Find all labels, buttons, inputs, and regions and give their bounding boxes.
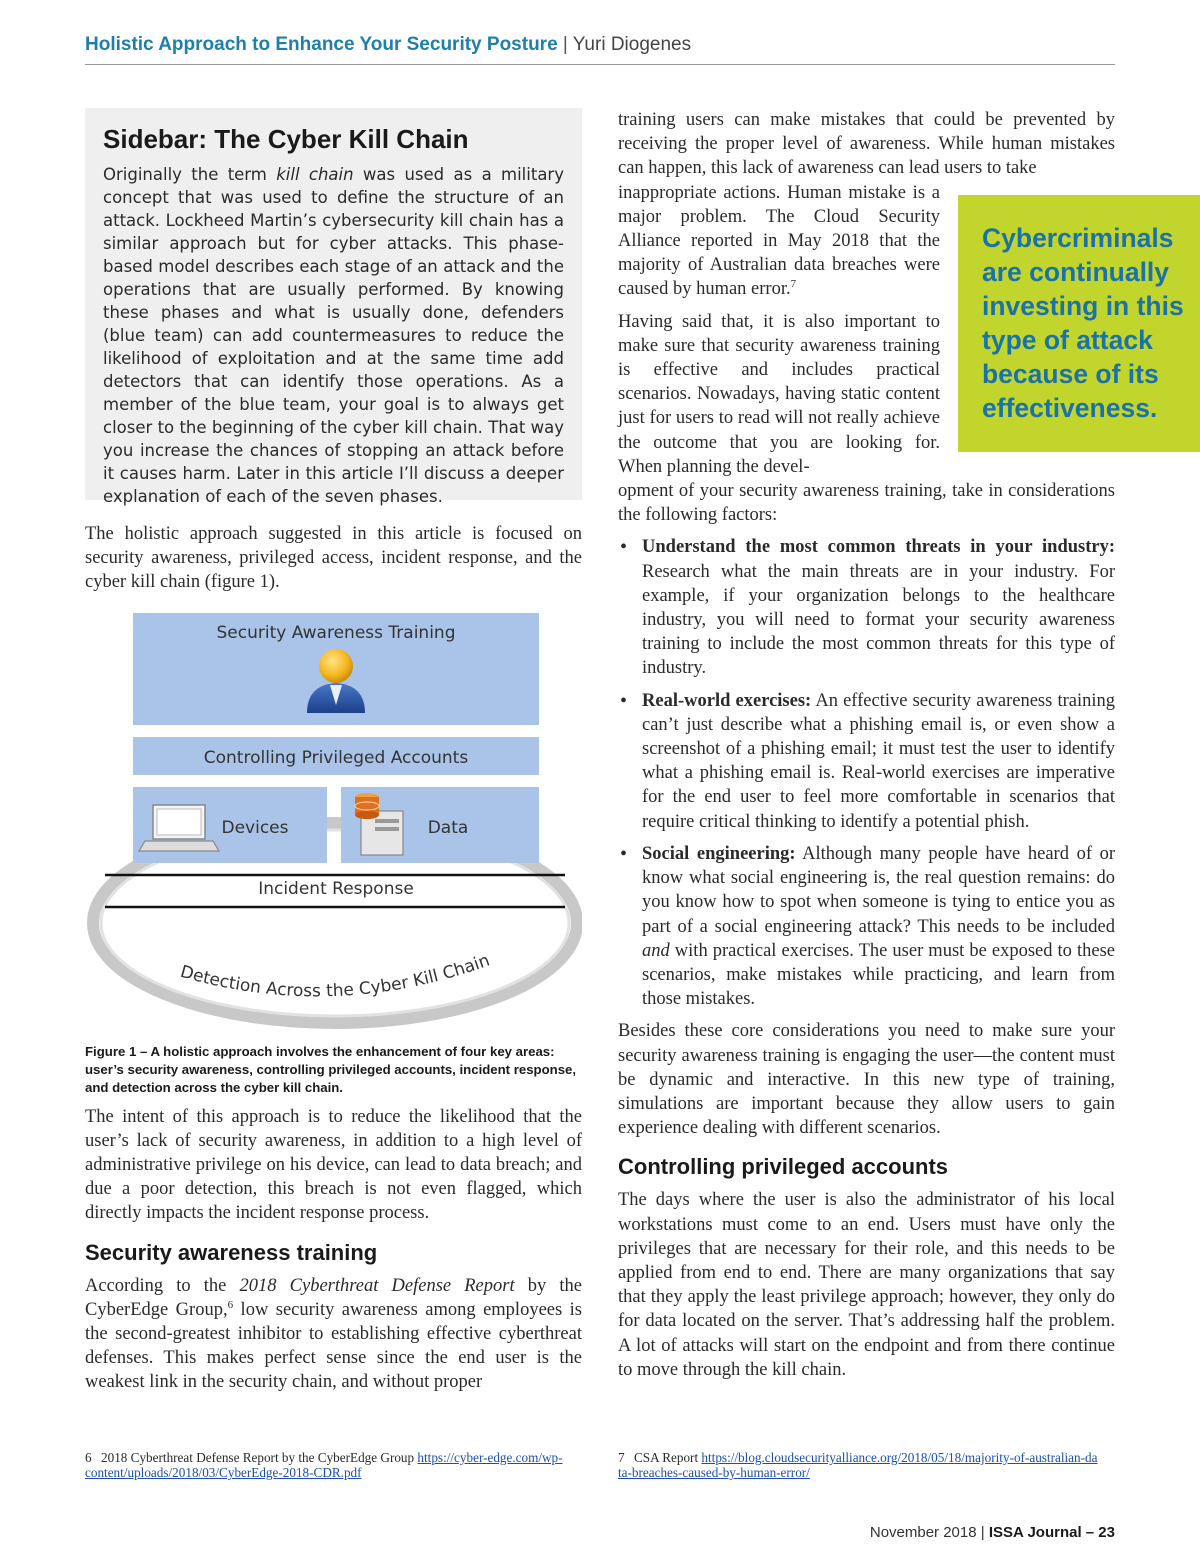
sidebar-title: Sidebar: The Cyber Kill Chain <box>103 124 469 154</box>
list-item: • Understand the most common threats in your industry: Research what the main threats are in your industry. For example, if your organization belongs to the healthcare industry, you will need to format your security awareness training to include the most common threats for this type of industry. <box>618 535 1115 680</box>
page-footer <box>870 1524 1115 1541</box>
footnote-ref-6: 6 <box>227 1298 234 1311</box>
pull-quote <box>958 195 1200 452</box>
footnote-6: 6 2018 Cyberthreat Defense Report by the CyberEdge Group https://cyber-edge.com/wp-content/uploads/2018/03/CyberEdge-2018-CDR.pdf <box>85 1450 563 1480</box>
factors-list <box>618 535 1115 1011</box>
paragraph-besides: Besides these core considerations you need to make sure your security awareness training is engaging the user—the content must be dynamic and interactive. In this new type of training, simulations are important because they allow users to gain experience dealing with different scenarios. <box>618 1021 1115 1139</box>
section-heading-awareness: Security awareness training <box>85 1239 378 1265</box>
sidebar-text: Originally the term kill chain was used as a military concept that was used to define the structure of an attack. Lockheed Martin’s cybersecurity kill chain has a similar approach but for cyber attacks. This phase-based model describes each stage of an attack and the operations that are usually performed. By knowing these phases and what is usually done, defenders (blue team) can add countermeasures to reduce the likelihood of exploitation and at the same time add detectors that can identify those operations. As a member of the blue team, your goal is to always get closer to the beginning of the cyber kill chain. That way you increase the chances of stopping an attack before it causes harm. Later in this article I’ll discuss a deeper explanation of each of the seven phases. <box>103 165 564 506</box>
footer-journal: ISSA Journal – 23 <box>988 1524 1115 1541</box>
figure-1 <box>85 605 582 1035</box>
left-column <box>85 108 582 1403</box>
paragraph-report: According to the 2018 Cyberthreat Defense Report by the CyberEdge Group,$^6$ low security awareness among employees is the second-greatest inhibitor to establishing effective cyberthreat defenses. This makes perfect sense since the end user is the weakest link in the security chain, and without proper <box>85 1275 582 1393</box>
figure-diagram <box>85 605 582 1035</box>
header-title: Holistic Approach to Enhance Your Security Posture <box>85 34 558 55</box>
paragraph-intent: The intent of this approach is to reduce the likelihood that the user’s lack of security awareness, in addition to a high level of administrative privilege on his device, can lead to data breach; and due a poor detection, this breach is not even flagged, which directly impacts the incident response process. <box>85 1106 582 1224</box>
footnote-7-link[interactable]: https://blog.cloudsecurityalliance.org/2018/05/18/majority-of-australian-data-breaches-caused-by-human-error/ <box>618 1450 1098 1480</box>
header-separator: | <box>557 34 573 55</box>
awareness-label: Security Awareness Training <box>216 622 456 643</box>
paragraph-having-said: Having said that, it is also important to make sure that security awareness training is effective and includes practical scenarios. Nowadays, having static content just for users to read will not really achieve the outcome that you are looking for. When planning the devel- <box>618 311 940 477</box>
list-item: • Real-world exercises: An effective security awareness training can’t just describe what a phishing email is, or even show a screenshot of a phishing email; it must test the user to identify what a phishing email is. Real-world exercises are imperative for the end user to feel more comfortable in scenarios that require critical thinking to identify a potential phish. <box>618 689 1115 834</box>
paragraph-considerations: opment of your security awareness training, take in considerations the following factors: <box>618 481 1115 526</box>
paragraph-training-continued: training users can make mistakes that could be prevented by receiving the proper level of awareness. While human mistakes can happen, this lack of awareness can lead users to take <box>618 110 1115 179</box>
incident-label: Incident Response <box>258 878 414 899</box>
paragraph-holistic: The holistic approach suggested in this article is focused on security awareness, privileged access, incident response, and the cyber kill chain (figure 1). <box>85 524 582 593</box>
header-author: Yuri Diogenes <box>572 34 692 55</box>
list-item: • Social engineering: Although many people have heard of or know what social engineering is, the real question remains: do you know how to spot when someone is tying to entice you as part of a social engineering attack? This needs to be included and with practical exercises. The user must be exposed to these scenarios, make mistakes while practicing, and learn from those mistakes. <box>618 842 1115 1011</box>
data-label: Data <box>427 817 469 838</box>
paragraph-human-mistake: inappropriate actions. Human mistake is a major problem. The Cloud Security Alliance reported in May 2018 that the majority of Australian data breaches were caused by human error.$^7$ <box>618 182 940 300</box>
running-header <box>85 34 1115 56</box>
detection-label: Detection Across the Cyber Kill Chain <box>177 950 493 1001</box>
sidebar-box <box>85 108 582 506</box>
pull-quote-text: Cybercriminals are continually investing in this type of attack because of its effectiveness. <box>982 223 1184 423</box>
footnote-6-link[interactable]: https://cyber-edge.com/wp-content/uploads/2018/03/CyberEdge-2018-CDR.pdf <box>85 1450 563 1480</box>
footer-date: November 2018 <box>869 1524 977 1541</box>
privileged-label: Controlling Privileged Accounts <box>203 747 469 768</box>
figure-caption: Figure 1 – A holistic approach involves the enhancement of four key areas: user’s security awareness, controlling privileged accounts, incident response, and detection across the cyber kill chain. <box>85 1043 577 1095</box>
devices-label: Devices <box>221 817 289 838</box>
footnote-7: 7 CSA Report https://blog.cloudsecurityalliance.org/2018/05/18/majority-of-australian-data-breaches-caused-by-human-error/ <box>618 1450 1098 1480</box>
footer-separator: | <box>976 1524 989 1541</box>
footnote-ref-7: 7 <box>790 278 797 291</box>
header-rule <box>85 64 1115 65</box>
paragraph-days: The days where the user is also the administrator of his local workstations must come to an end. Users must have only the privileges that are necessary for their role, and this needs to be applied from end to end. There are many organizations that say that they apply the least privilege approach; however, they only do for data located on the server. That’s addressing half the problem. A lot of attacks will start on the endpoint and from there continue to move through the kill chain. <box>618 1190 1115 1380</box>
section-heading-privileged: Controlling privileged accounts <box>618 1154 949 1180</box>
